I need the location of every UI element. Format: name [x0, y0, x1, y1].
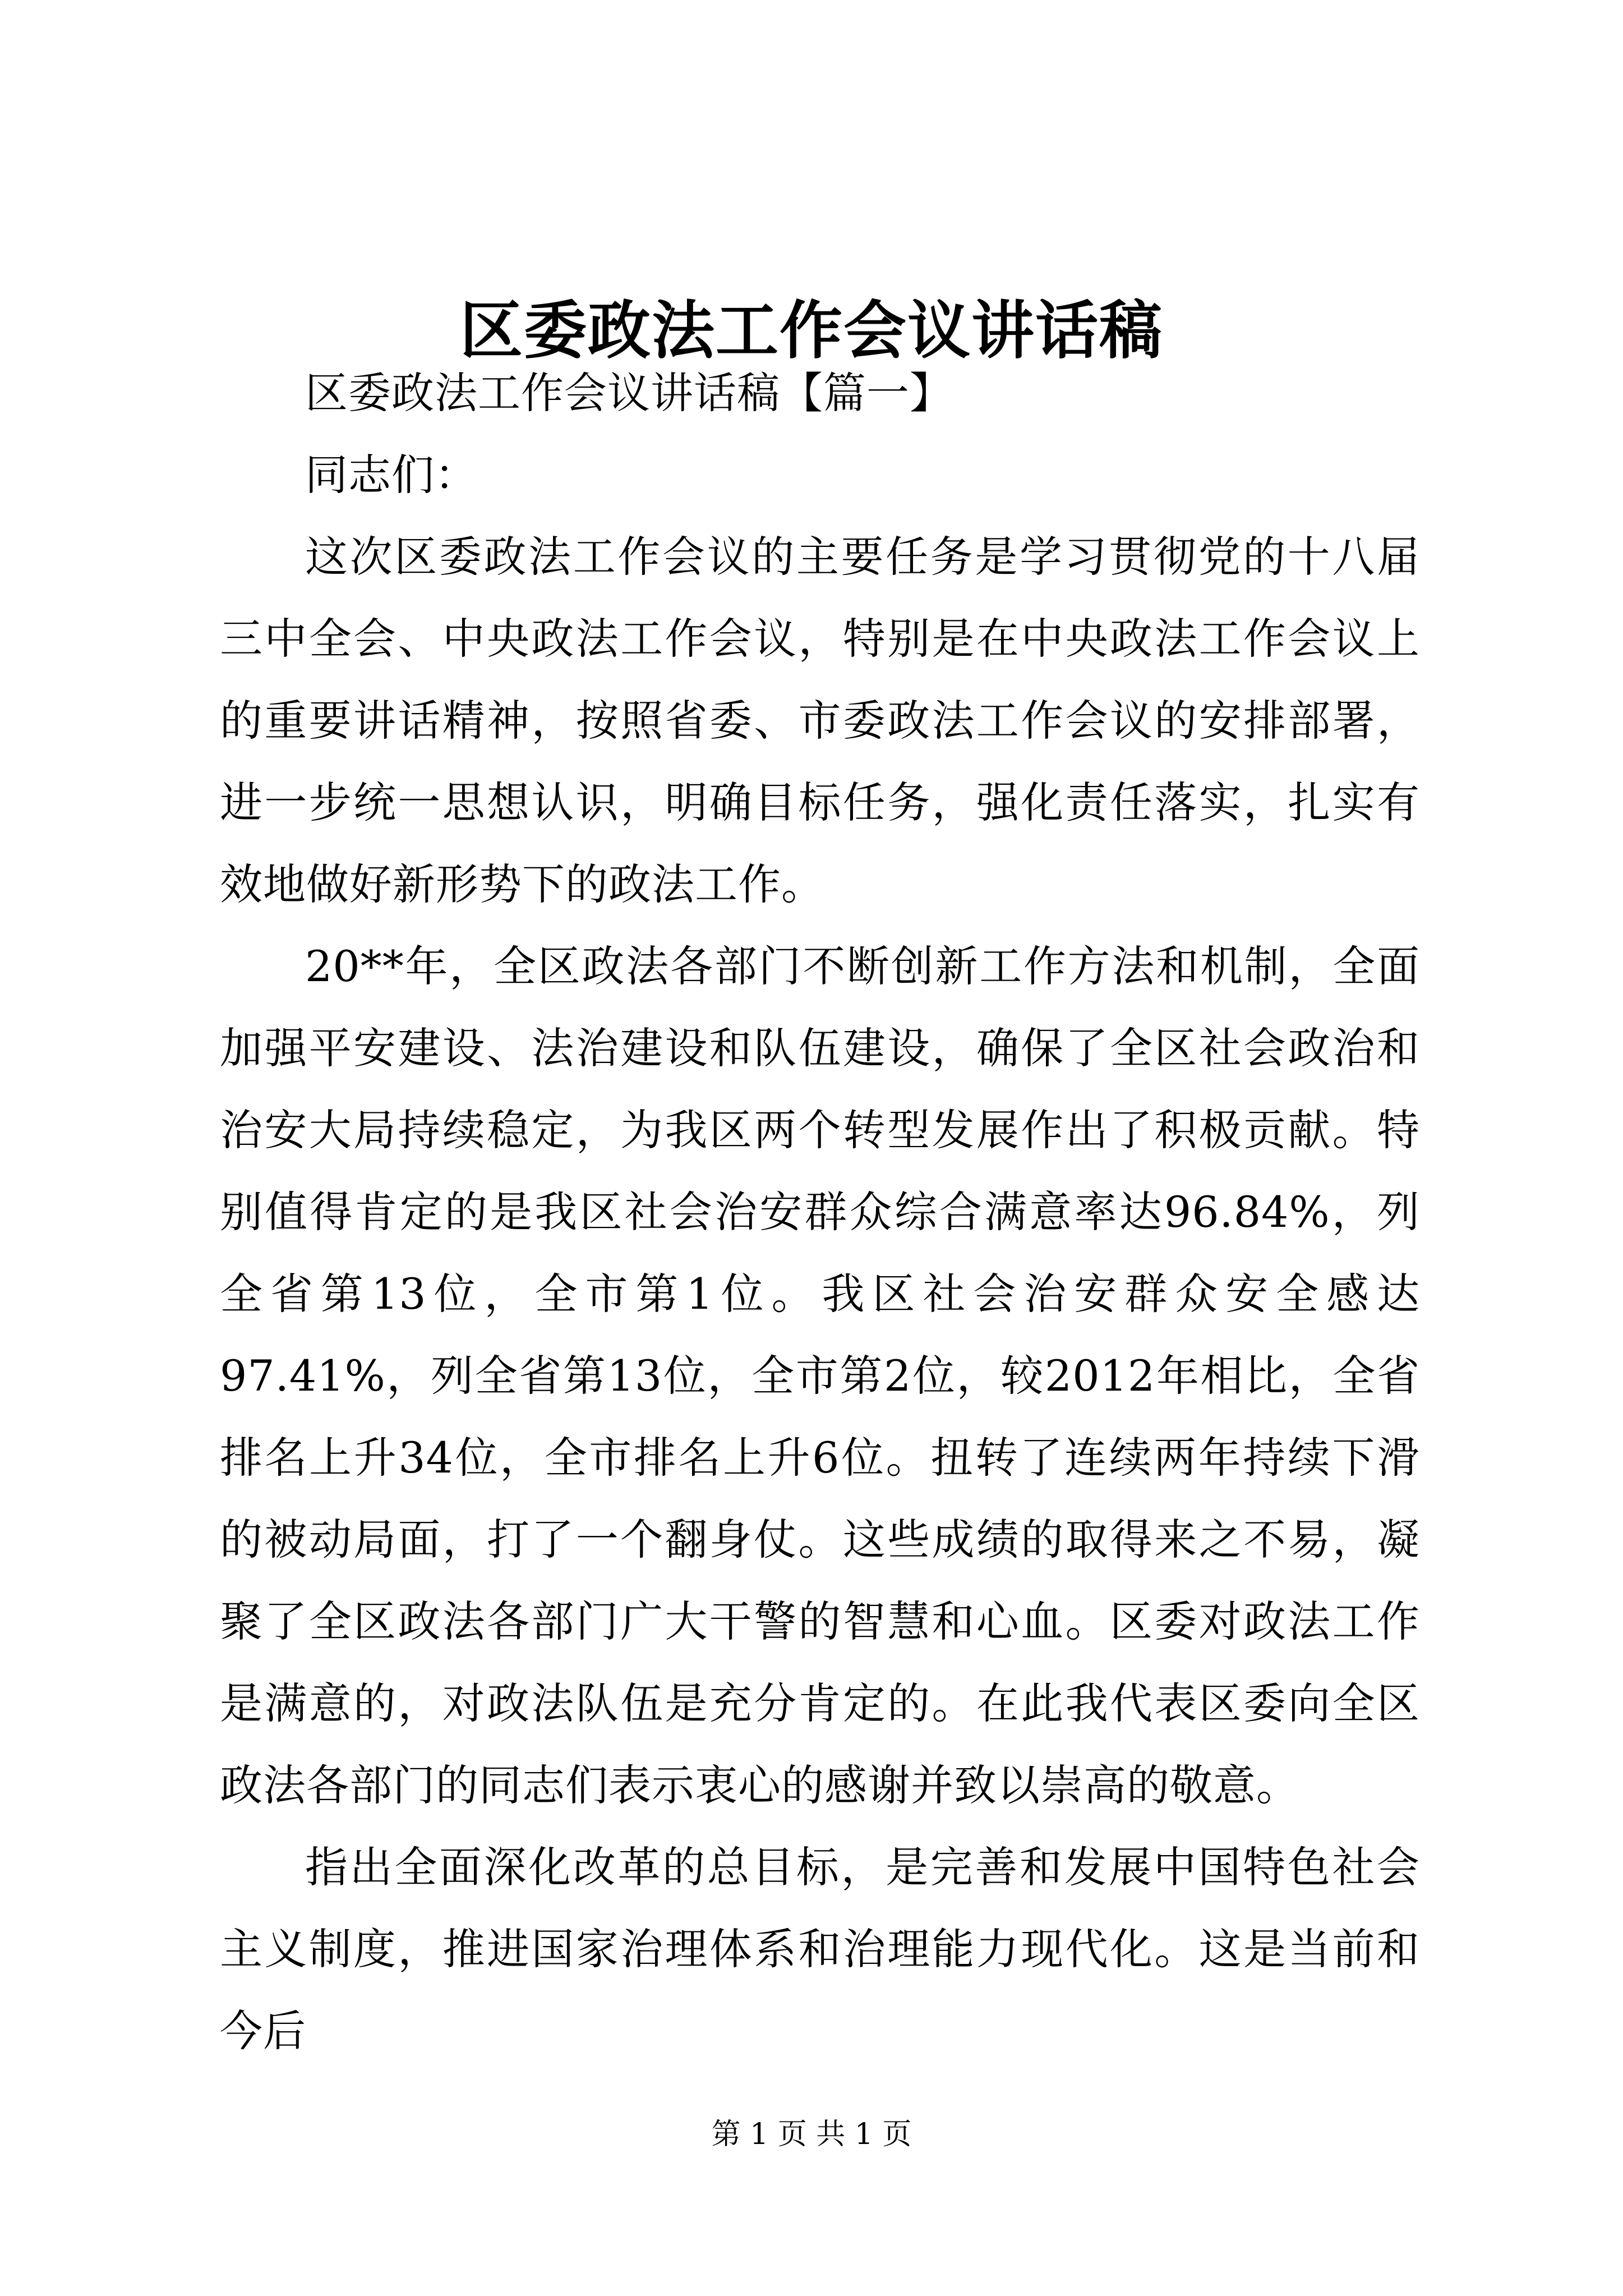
- paragraph: 这次区委政法工作会议的主要任务是学习贯彻党的十八届三中全会、中央政法工作会议，特别是在中央政法工作会议上的重要讲话精神，按照省委、市委政法工作会议的安排部署，进一步统一思想认识，明确目标任务，强化责任落实，扎实有效地做好新形势下的政法工作。: [220, 532, 1420, 909]
- document-body: [220, 352, 1420, 2072]
- page-footer: 第 1 页 共 1 页: [711, 2118, 912, 2151]
- document-title: 区委政法工作会议讲话稿: [460, 294, 1163, 367]
- paragraph: 指出全面深化改革的总目标，是完善和发展中国特色社会主义制度，推进国家治理体系和治理能力现代化。这是当前和今后: [220, 1842, 1420, 2056]
- section-heading: 区委政法工作会议讲话稿【篇一】: [305, 368, 953, 418]
- paragraph: 20**年，全区政法各部门不断创新工作方法和机制，全面加强平安建设、法治建设和队伍建设，确保了全区社会政治和治安大局持续稳定，为我区两个转型发展作出了积极贡献。特别值得肯定的是我区社会治安群众综合满意率达96.84%，列全省第13位，全市第1位。我区社会治安群众安全感达97.41%，列全省第13位，全市第2位，较2012年相比，全省排名上升34位，全市排名上升6位。扭转了连续两年持续下滑的被动局面，打了一个翻身仗。这些成绩的取得来之不易，凝聚了全区政法各部门广大干警的智慧和心血。区委对政法工作是满意的，对政法队伍是充分肯定的。在此我代表区委向全区政法各部门的同志们表示衷心的感谢并致以崇高的敬意。: [220, 941, 1420, 1810]
- salutation: 同志们：: [305, 450, 478, 500]
